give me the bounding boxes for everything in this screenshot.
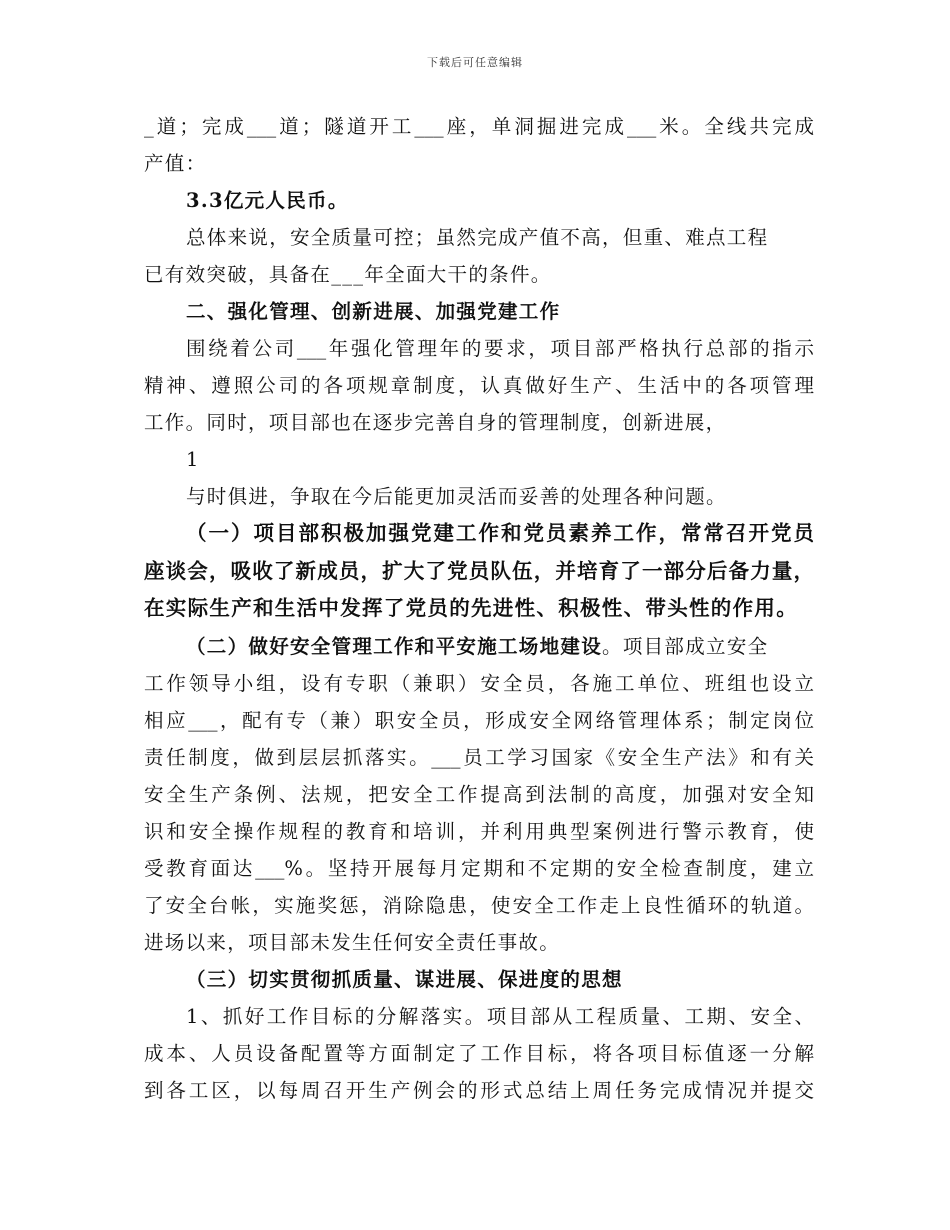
text-line: 工作领导小组，设有专职（兼职）安全员，各施工单位、班组也设立 <box>144 671 814 695</box>
text-line: 相应___，配有专（兼）职安全员，形成安全网络管理体系；制定岗位 <box>144 708 814 732</box>
section-heading: 二、强化管理、创新进展、加强党建工作 <box>186 300 561 323</box>
text-line: 总体来说，安全质量可控；虽然完成产值不高，但重、难点工程 <box>186 226 769 249</box>
bold-paragraph-line: 座谈会，吸收了新成员，扩大了党员队伍，并培育了一部分后备力量， <box>144 558 814 583</box>
text-line: 受教育面达___%。坚持开展每月定期和不定期的安全检查制度，建立 <box>144 856 814 880</box>
text-line: 了安全台帐，实施奖惩，消除隐患，使安全工作走上良性循环的轨道。 <box>144 893 814 917</box>
subsection-heading: （二）做好安全管理工作和平安施工场地建设 <box>186 634 603 658</box>
document-body <box>144 108 814 1109</box>
text-line: 责任制度，做到层层抓落实。___员工学习国家《安全生产法》和有关 <box>144 745 814 769</box>
text-line: _道；完成___道；隧道开工___座，单洞掘进完成___米。全线共完成 <box>144 115 814 138</box>
text-line: 识和安全操作规程的教育和培训，并利用典型案例进行警示教育，使 <box>144 819 814 843</box>
bold-paragraph-line: （一）项目部积极加强党建工作和党员素养工作，常常召开党员 <box>186 521 814 545</box>
text-line: 产值： <box>144 152 207 175</box>
text-line: 进场以来，项目部未发生任何安全责任事故。 <box>144 930 561 954</box>
text-line: 围绕着公司___年强化管理年的要求，项目部严格执行总部的指示 <box>186 337 814 360</box>
page-header: 下载后可任意编辑 <box>427 56 523 69</box>
subsection-heading: （三）切实贯彻抓质量、谋进展、保进度的思想 <box>186 967 623 991</box>
text-line: 与时俱进，争取在今后能更加灵活而妥善的处理各种问题。 <box>186 485 727 508</box>
text-line: 已有效突破，具备在___年全面大干的条件。 <box>144 263 552 286</box>
text-line: 工作。同时，项目部也在逐步完善自身的管理制度，创新进展， <box>144 411 727 434</box>
text-line: 到各工区，以每周召开生产例会的形式总结上周任务完成情况并提交 <box>144 1078 814 1102</box>
subsection-text: 。项目部成立安全 <box>602 634 769 658</box>
text-line: 成本、人员设备配置等方面制定了工作目标，将各项目标值逐一分解 <box>144 1041 814 1065</box>
text-line: 安全生产条例、法规，把安全工作提高到法制的高度，加强对安全知 <box>144 782 814 806</box>
subsection-line <box>144 628 814 665</box>
text-line: 3.3亿元人民币。 <box>186 189 349 212</box>
text-line: 精神、遵照公司的各项规章制度，认真做好生产、生活中的各项管理 <box>144 374 814 397</box>
page-number: 1 <box>186 448 200 471</box>
text-line: 1、抓好工作目标的分解落实。项目部从工程质量、工期、安全、 <box>186 1004 814 1028</box>
bold-paragraph-line: 在实际生产和生活中发挥了党员的先进性、积极性、带头性的作用。 <box>144 596 798 620</box>
